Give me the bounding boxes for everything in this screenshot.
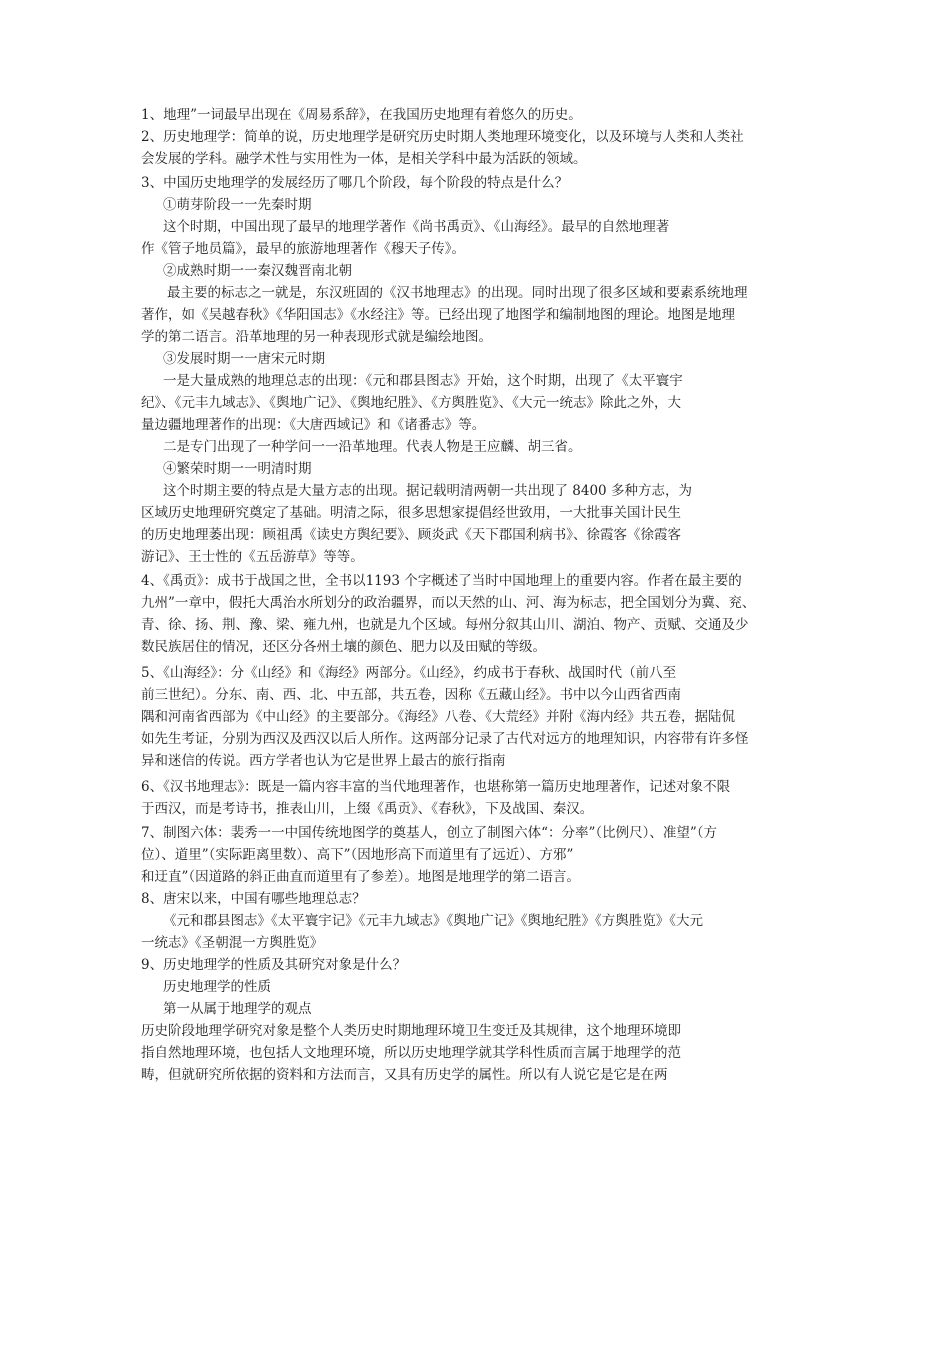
text-line: 3、中国历史地理学的发展经历了哪几个阶段，每个阶段的特点是什么？	[141, 175, 569, 191]
text-line: 4、《禹贡》：成书于战国之世，全书以1193 个字概述了当时中国地理上的重要内容。作者在最主要的	[141, 573, 742, 589]
text-line: 这个时期主要的特点是大量方志的出现。据记载明清两朝一共出现了 8400 多种方志，为	[163, 483, 692, 499]
text-line: 会发展的学科。融学术性与实用性为一体，是相关学科中最为活跃的领域。	[141, 151, 587, 167]
text-line: 前三世纪）。分东、南、西、北、中五部，共五卷，因称《五藏山经》。书中以今山西省西南	[141, 687, 681, 703]
text-line: ②成熟时期一一秦汉魏晋南北朝	[163, 263, 352, 279]
text-line: 8、唐宋以来，中国有哪些地理总志？	[141, 891, 366, 907]
text-line: 1、地理”一词最早出现在《周易系辞》，在我国历史地理有着悠久的历史。	[141, 107, 582, 123]
text-line: 指自然地理环境，也包括人文地理环境，所以历史地理学就其学科性质而言属于地理学的范	[141, 1045, 681, 1061]
text-line: 九州”一章中，假托大禹治水所划分的政治疆界，而以天然的山、河、海为标志，把全国划分为冀、兖、	[141, 595, 756, 611]
text-line: 游记》、王士性的《五岳游草》等等。	[141, 549, 364, 565]
text-line: 5、《山海经》：分《山经》和《海经》两部分。《山经》，约成书于春秋、战国时代（前八至	[141, 665, 677, 681]
text-line: 二是专门出现了一种学问一一沿革地理。代表人物是王应麟、胡三省。	[163, 439, 582, 455]
text-line: 这个时期，中国出现了最早的地理学著作《尚书禹贡》、《山海经》。最早的自然地理著	[163, 219, 670, 235]
text-line: 学的第二语言。沿革地理的另一种表现形式就是编绘地图。	[141, 329, 492, 345]
text-line: 量边疆地理著作的出现：《大唐西域记》和《诸番志》等。	[141, 417, 486, 433]
text-line: 2、历史地理学：简单的说，历史地理学是研究历史时期人类地理环境变化，以及环境与人类和人类社	[141, 129, 744, 145]
text-line: 区域历史地理研究奠定了基础。明清之际，很多思想家提倡经世致用，一大批事关国计民生	[141, 505, 681, 521]
text-line: 6、《汉书地理志》：既是一篇内容丰富的当代地理著作，也堪称第一篇历史地理著作，记述对象不限	[141, 779, 731, 795]
text-line: 纪》、《元丰九域志》、《舆地广记》、《舆地纪胜》、《方舆胜览》、《大元一统志》除此之外，大	[141, 395, 681, 411]
text-line: 和迂直”（因道路的斜正曲直而道里有了参差）。地图是地理学的第二语言。	[141, 869, 580, 885]
text-line: 一是大量成熟的地理总志的出现：《元和郡县图志》开始，这个时期，出现了《太平寰宇	[163, 373, 683, 389]
text-line: 一统志》《圣朝混一方舆胜览》	[141, 935, 324, 951]
text-line: 著作，如《吴越春秋》《华阳国志》《水经注》等。已经出现了地图学和编制地图的理论。地图是地理	[141, 307, 735, 323]
text-line: 历史地理学的性质	[163, 979, 271, 995]
text-line: 数民族居住的情况，还区分各州土壤的颜色、肥力以及田赋的等级。	[141, 639, 546, 655]
text-line: 畴，但就研究所依据的资料和方法而言，又具有历史学的属性。所以有人说它是它是在两	[141, 1067, 668, 1083]
text-line: 7、制图六体：裴秀一一中国传统地图学的奠基人，创立了制图六体“：分率”（比例尺）、准望”（方	[141, 825, 718, 841]
text-line: ①萌芽阶段一一先秦时期	[163, 197, 312, 213]
text-line: ④繁荣时期一一明清时期	[163, 461, 312, 477]
document-body	[141, 104, 813, 1086]
text-line: 于西汉，而是考诗书，推表山川，上缀《禹贡》、《春秋》，下及战国、秦汉。	[141, 801, 594, 817]
text-line: 作《管子地员篇》，最早的旅游地理著作《穆天子传》。	[141, 241, 465, 257]
text-line: 最主要的标志之一就是，东汉班固的《汉书地理志》的出现。同时出现了很多区域和要素系统地理	[167, 285, 748, 301]
text-line: ③发展时期一一唐宋元时期	[163, 351, 325, 367]
text-line: 的历史地理萎出现：顾祖禹《读史方舆纪要》、顾炎武《天下郡国利病书》、徐霞客《徐霞客	[141, 527, 681, 543]
text-line: 隅和河南省西部为《中山经》的主要部分。《海经》八卷、《大荒经》并附《海内经》共五卷，据陆侃	[141, 709, 735, 725]
text-line: 如先生考证，分别为西汉及西汉以后人所作。这两部分记录了古代对远方的地理知识，内容带有许多怪	[141, 731, 749, 747]
text-line: 异和迷信的传说。西方学者也认为它是世界上最古的旅行指南	[141, 753, 506, 769]
text-line: 《元和郡县图志》《太平寰宇记》《元丰九域志》《舆地广记》《舆地纪胜》《方舆胜览》《大元	[163, 913, 703, 929]
text-line: 历史阶段地理学研究对象是整个人类历史时期地理环境卫生变迁及其规律，这个地理环境即	[141, 1023, 681, 1039]
text-line: 第一从属于地理学的观点	[163, 1001, 312, 1017]
text-line: 位）、道里”（实际距离里数）、高下”（因地形高下而道里有了远近）、方邪”	[141, 847, 574, 863]
text-line: 9、历史地理学的性质及其研究对象是什么？	[141, 957, 407, 973]
text-line: 青、徐、扬、荆、豫、梁、雍九州，也就是九个区域。每州分叙其山川、湖泊、物产、贡赋、交通及少	[141, 617, 749, 633]
